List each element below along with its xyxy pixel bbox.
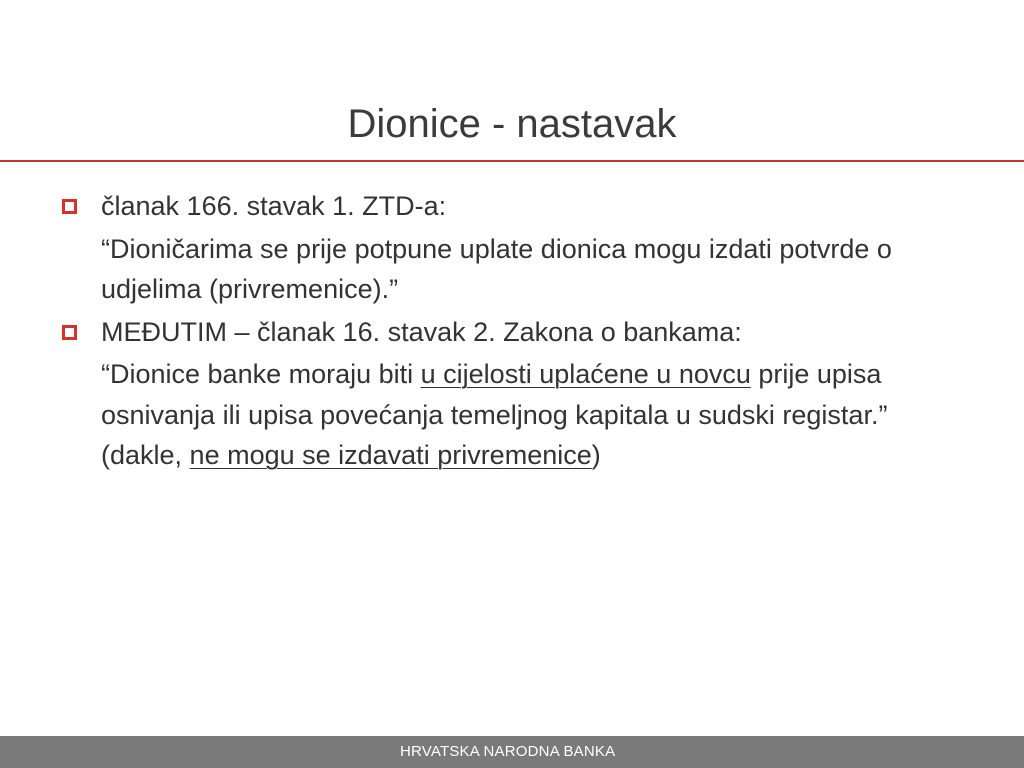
quote-text: ): [591, 440, 601, 470]
slide-content: [62, 186, 962, 476]
bullet-item: [62, 312, 962, 353]
underlined-phrase: u cijelosti uplaćene u novcu: [420, 359, 751, 389]
slide-title: Dionice - nastavak: [347, 102, 677, 146]
title-divider: [0, 160, 1024, 162]
bullet-heading: MEĐUTIM – članak 16. stavak 2. Zakona o bankama:: [101, 316, 742, 347]
underlined-phrase: ne mogu se izdavati privremenice: [189, 440, 592, 470]
quote-paragraph: [62, 354, 962, 476]
footer-bar: [0, 736, 1024, 768]
quote-text: “Dionice banke moraju biti: [101, 359, 421, 389]
square-bullet-icon: [62, 199, 77, 214]
square-bullet-icon: [62, 325, 77, 340]
quote-paragraph: “Dioničarima se prije potpune uplate dionica mogu izdati potvrde o udjelima (privremenice).”: [101, 233, 892, 304]
footer-text: HRVATSKA NARODNA BANKA: [400, 743, 616, 760]
quote-text: prije upisa osnivanja ili upisa povećanja temeljnog kapitala u sudski registar.” (dakle,: [101, 359, 888, 470]
bullet-item: [62, 186, 962, 227]
bullet-heading: članak 166. stavak 1. ZTD-a:: [101, 191, 447, 221]
